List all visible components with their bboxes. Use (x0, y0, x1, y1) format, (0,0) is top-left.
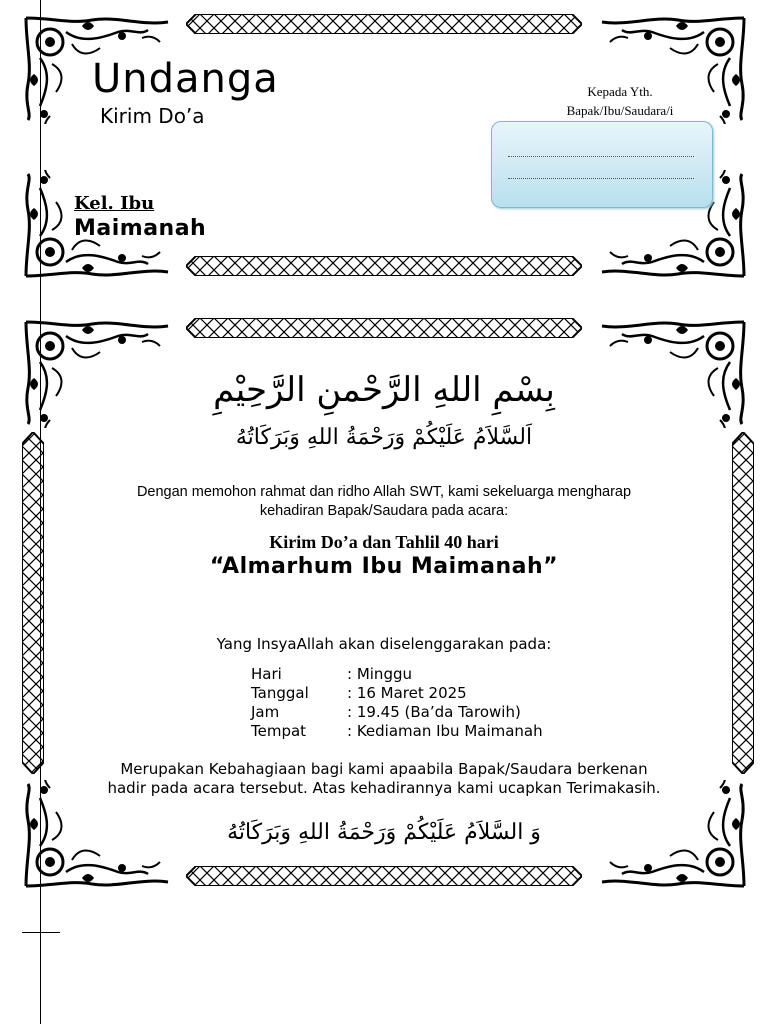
event-name: Kirim Do’a dan Tahlil 40 hari (269, 532, 499, 552)
detail-label: Hari (251, 665, 282, 683)
recipient-line-1: Kepada Yth. (587, 84, 653, 99)
detail-row (251, 722, 543, 740)
deceased-name: “Almarhum Ibu Maimanah” (209, 554, 559, 579)
closing-line-1: Merupakan Kebahagiaan bagi kami apaabila Bapak/Saudara berkenan (120, 760, 648, 778)
salam-opening: اَلسَّلاَمُ عَلَيْكُمْ وَرَحْمَةُ اللهِ وَبَرَكَاتُهُ (235, 425, 533, 450)
detail-label: Tempat (251, 722, 307, 740)
detail-value: : Minggu (347, 665, 412, 683)
inner-bottom-lattice-border-icon (186, 866, 582, 886)
recipient-line-2: Bapak/Ibu/Saudara/i (566, 103, 674, 118)
closing-paragraph (40, 760, 728, 798)
intro-paragraph (60, 483, 708, 521)
closing-line-2: hadir pada acara tersebut. Atas kehadirannya kami ucapkan Terimakasih. (107, 779, 661, 797)
family-name: Maimanah (74, 216, 207, 241)
detail-label: Tanggal (251, 684, 309, 702)
detail-row (251, 703, 521, 721)
cover-subtitle: Kirim Do’a (100, 104, 205, 128)
schedule-intro: Yang InsyaAllah akan diselenggarakan pada: (216, 635, 552, 653)
detail-label: Jam (251, 703, 280, 721)
basmalah-calligraphy: بِسْمِ اللهِ الرَّحْمنِ الرَّحِيْمِ (213, 370, 555, 410)
footer-dash (22, 932, 60, 933)
detail-row (251, 665, 412, 683)
detail-value: : 19.45 (Ba’da Tarowih) (347, 703, 521, 721)
salam-closing: وَ السَّلاَمُ عَلَيْكُمْ وَرَحْمَةُ اللهِ وَبَرَكَاتُهُ (227, 820, 541, 845)
intro-line-2: kehadiran Bapak/Saudara pada acara: (259, 503, 509, 519)
detail-row (251, 684, 467, 702)
top-lattice-border-icon (186, 14, 582, 34)
recipient-heading (520, 82, 720, 120)
inner-top-lattice-border-icon (186, 318, 582, 338)
detail-value: : 16 Maret 2025 (347, 684, 467, 702)
address-dotted-line (508, 156, 694, 157)
detail-value: : Kediaman Ibu Maimanah (347, 722, 543, 740)
left-lattice-border-icon (22, 432, 44, 774)
family-label: Kel. Ibu (74, 193, 155, 214)
recipient-address-box[interactable] (491, 121, 713, 208)
cover-bottom-lattice-border-icon (186, 256, 582, 276)
cover-title: Undanga (92, 56, 279, 102)
intro-line-1: Dengan memohon rahmat dan ridho Allah SWT, kami sekeluarga mengharap (136, 484, 632, 500)
address-dotted-line (508, 178, 694, 179)
right-lattice-border-icon (732, 432, 754, 774)
